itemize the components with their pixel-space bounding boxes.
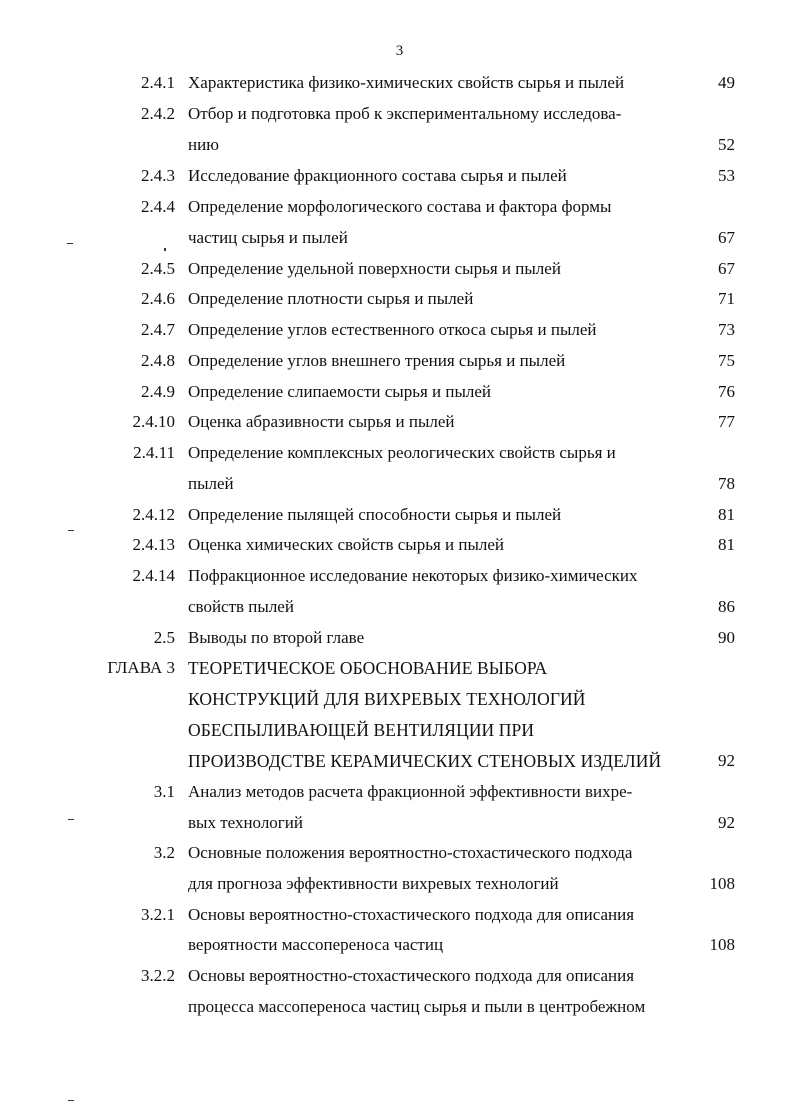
scan-mark xyxy=(68,1100,74,1101)
section-number: 2.4.14 xyxy=(132,566,175,585)
toc-line xyxy=(0,379,799,405)
page-ref: 108 xyxy=(709,874,735,893)
page-ref: 86 xyxy=(718,597,735,616)
page-number: 3 xyxy=(395,43,404,59)
section-title: Основы вероятностно-стохастического подхода для описания xyxy=(188,905,635,924)
toc-line xyxy=(0,317,799,343)
section-title: Основные положения вероятностно-стохастического подхода xyxy=(188,843,633,862)
toc-line xyxy=(0,963,799,989)
toc-line xyxy=(0,286,799,312)
page-ref: 71 xyxy=(718,289,735,308)
section-title: частиц сырья и пылей xyxy=(188,228,348,247)
page-ref: 90 xyxy=(718,628,735,647)
section-title: Анализ методов расчета фракционной эффективности вихре- xyxy=(188,782,633,801)
toc-line xyxy=(0,471,799,497)
section-title: Определение комплексных реологических свойств сырья и xyxy=(188,443,616,462)
section-title: вероятности массопереноса частиц xyxy=(188,935,444,954)
section-number: 2.4.9 xyxy=(141,382,175,401)
toc-line xyxy=(0,532,799,558)
page-ref: 77 xyxy=(718,412,735,431)
section-number: 2.4.8 xyxy=(141,351,175,370)
toc-line xyxy=(0,348,799,374)
toc-line xyxy=(0,779,799,805)
section-title: пылей xyxy=(188,474,234,493)
scan-mark xyxy=(67,243,73,244)
section-title: Определение морфологического состава и фактора формы xyxy=(188,197,612,216)
scan-mark xyxy=(68,530,74,531)
toc-line xyxy=(0,594,799,620)
page-ref: 81 xyxy=(718,505,735,524)
section-number: 2.4.3 xyxy=(141,166,175,185)
toc-line xyxy=(0,163,799,189)
section-number: 2.4.2 xyxy=(141,104,175,123)
toc-line xyxy=(0,194,799,220)
toc-line xyxy=(0,871,799,897)
toc-line xyxy=(0,994,799,1020)
section-number: 2.5 xyxy=(153,628,175,647)
toc-line xyxy=(0,440,799,466)
section-title: Определение пылящей способности сырья и пылей xyxy=(188,505,562,524)
page-ref: 78 xyxy=(718,474,735,493)
toc-line xyxy=(0,686,799,712)
toc-line xyxy=(0,409,799,435)
section-title: свойств пылей xyxy=(188,597,294,616)
page-ref: 53 xyxy=(718,166,735,185)
page-ref: 92 xyxy=(718,751,735,770)
toc-line xyxy=(0,563,799,589)
chapter-number: ГЛАВА 3 xyxy=(107,658,175,677)
section-number: 2.4.4 xyxy=(141,197,175,216)
toc-line xyxy=(0,748,799,774)
section-number: 2.4.13 xyxy=(132,535,175,554)
toc-line xyxy=(0,70,799,96)
toc-line xyxy=(0,932,799,958)
page-ref: 52 xyxy=(718,135,735,154)
section-number: 2.4.1 xyxy=(141,73,175,92)
section-title: Определение углов внешнего трения сырья и пылей xyxy=(188,351,566,370)
section-number: 2.4.7 xyxy=(141,320,175,339)
section-title: Отбор и подготовка проб к экспериментальному исследова- xyxy=(188,104,622,123)
toc-line xyxy=(0,625,799,651)
section-number: 3.2 xyxy=(153,843,175,862)
section-number: 2.4.5 xyxy=(141,259,175,278)
page-ref: 76 xyxy=(718,382,735,401)
section-title: Определение углов естественного откоса сырья и пылей xyxy=(188,320,597,339)
section-number: 2.4.12 xyxy=(132,505,175,524)
toc-line xyxy=(0,902,799,928)
toc-line xyxy=(0,810,799,836)
toc-line xyxy=(0,225,799,251)
section-number: 3.2.1 xyxy=(141,905,175,924)
page-ref: 73 xyxy=(718,320,735,339)
chapter-title: ПРОИЗВОДСТВЕ КЕРАМИЧЕСКИХ СТЕНОВЫХ ИЗДЕЛИЙ xyxy=(188,751,662,771)
section-title: Выводы по второй главе xyxy=(188,628,365,647)
section-title: Оценка абразивности сырья и пылей xyxy=(188,412,455,431)
section-title: для прогноза эффективности вихревых технологий xyxy=(188,874,559,893)
page-ref: 67 xyxy=(718,228,735,247)
page-ref: 92 xyxy=(718,813,735,832)
section-number: 2.4.10 xyxy=(132,412,175,431)
page-ref: 67 xyxy=(718,259,735,278)
section-number: 3.1 xyxy=(153,782,175,801)
section-title: Характеристика физико-химических свойств сырья и пылей xyxy=(188,73,625,92)
section-title: процесса массопереноса частиц сырья и пыли в центробежном xyxy=(188,997,646,1016)
section-title: нию xyxy=(188,135,219,154)
section-title: вых технологий xyxy=(188,813,303,832)
chapter-title: ТЕОРЕТИЧЕСКОЕ ОБОСНОВАНИЕ ВЫБОРА xyxy=(188,658,548,678)
section-title: Определение удельной поверхности сырья и пылей xyxy=(188,259,561,278)
chapter-title: КОНСТРУКЦИЙ ДЛЯ ВИХРЕВЫХ ТЕХНОЛОГИЙ xyxy=(188,689,586,709)
toc-line xyxy=(0,502,799,528)
section-title: Пофракционное исследование некоторых физико-химических xyxy=(188,566,638,585)
toc-line xyxy=(0,840,799,866)
scan-mark xyxy=(164,248,166,251)
toc-line xyxy=(0,256,799,282)
chapter-title: ОБЕСПЫЛИВАЮЩЕЙ ВЕНТИЛЯЦИИ ПРИ xyxy=(188,720,535,740)
toc-line xyxy=(0,717,799,743)
page-ref: 75 xyxy=(718,351,735,370)
section-number: 2.4.11 xyxy=(133,443,175,462)
section-title: Определение слипаемости сырья и пылей xyxy=(188,382,492,401)
section-number: 2.4.6 xyxy=(141,289,175,308)
scan-mark xyxy=(68,819,74,820)
toc-line xyxy=(0,101,799,127)
page-ref: 49 xyxy=(718,73,735,92)
section-title: Основы вероятностно-стохастического подхода для описания xyxy=(188,966,635,985)
page-ref: 81 xyxy=(718,535,735,554)
page-ref: 108 xyxy=(709,935,735,954)
toc-line xyxy=(0,655,799,681)
toc-line xyxy=(0,132,799,158)
section-title: Определение плотности сырья и пылей xyxy=(188,289,474,308)
section-number: 3.2.2 xyxy=(141,966,175,985)
section-title: Оценка химических свойств сырья и пылей xyxy=(188,535,505,554)
section-title: Исследование фракционного состава сырья и пылей xyxy=(188,166,567,185)
